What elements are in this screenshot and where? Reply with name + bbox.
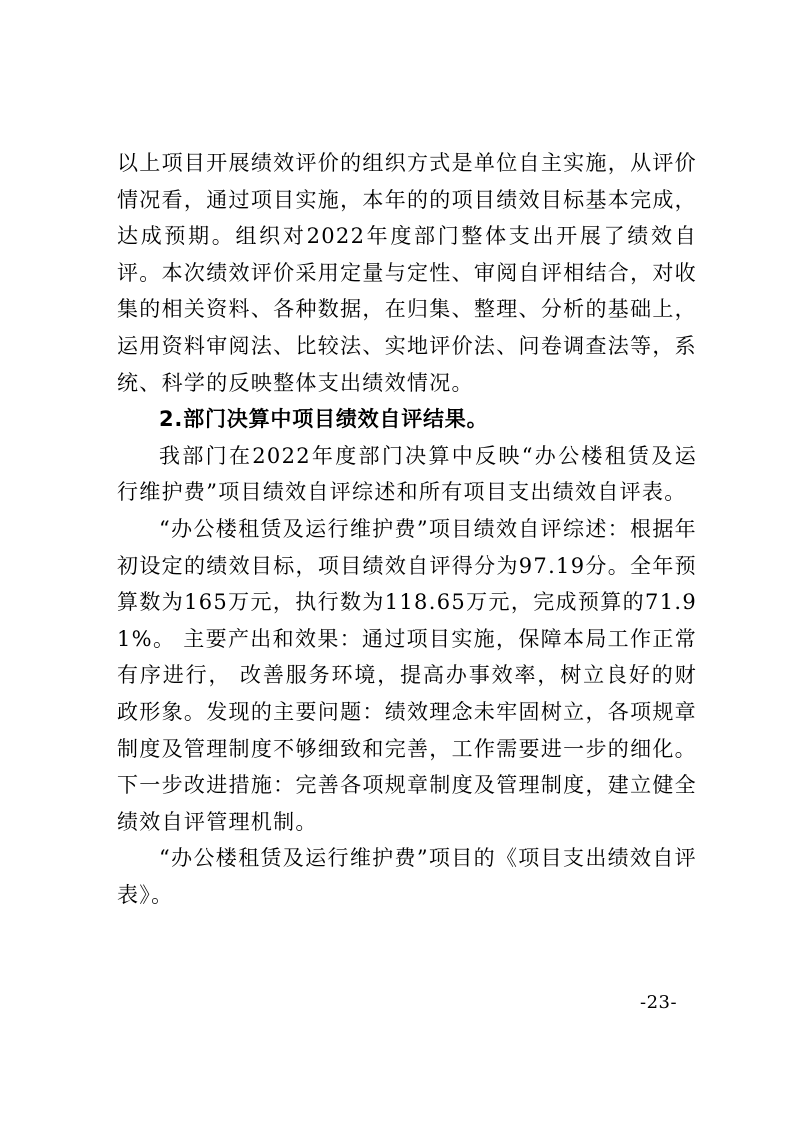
- page-content: [117, 145, 697, 913]
- paragraph-final-accounts: 我部门在2022年度部门决算中反映“办公楼租赁及运行维护费”项目绩效自评综述和所有项目支出绩效自评表。: [117, 443, 697, 505]
- paragraph-evaluation-method: 以上项目开展绩效评价的组织方式是单位自主实施，从评价情况看，通过项目实施，本年的的项目绩效目标基本完成，达成预期。组织对2022年度部门整体支出开展了绩效自评。本次绩效评价采用定量与定性、审阅自评相结合，对收集的相关资料、各种数据，在归集、整理、分析的基础上，运用资料审阅法、比较法、实地评价法、问卷调查法等，系统、科学的反映整体支出绩效情况。: [117, 151, 697, 395]
- page-number: -23-: [640, 992, 678, 1013]
- paragraph-self-evaluation-table: “办公楼租赁及运行维护费”项目的《项目支出绩效自评表》。: [117, 846, 697, 907]
- paragraph-project-summary: “办公楼租赁及运行维护费”项目绩效自评综述：根据年初设定的绩效目标，项目绩效自评得分为97.19分。全年预算数为165万元，执行数为118.65万元，完成预算的71.91%。 主要产出和效果：通过项目实施，保障本局工作正常有序进行， 改善服务环境，提高办事效率，树立良好的财政形象。发现的主要问题：绩效理念未牢固树立，各项规章制度及管理制度不够细致和完善，工作需要进一步的细化。下一步改进措施：完善各项规章制度及管理制度，建立健全绩效自评管理机制。: [117, 516, 697, 834]
- section-heading: 2.部门决算中项目绩效自评结果。: [159, 407, 489, 432]
